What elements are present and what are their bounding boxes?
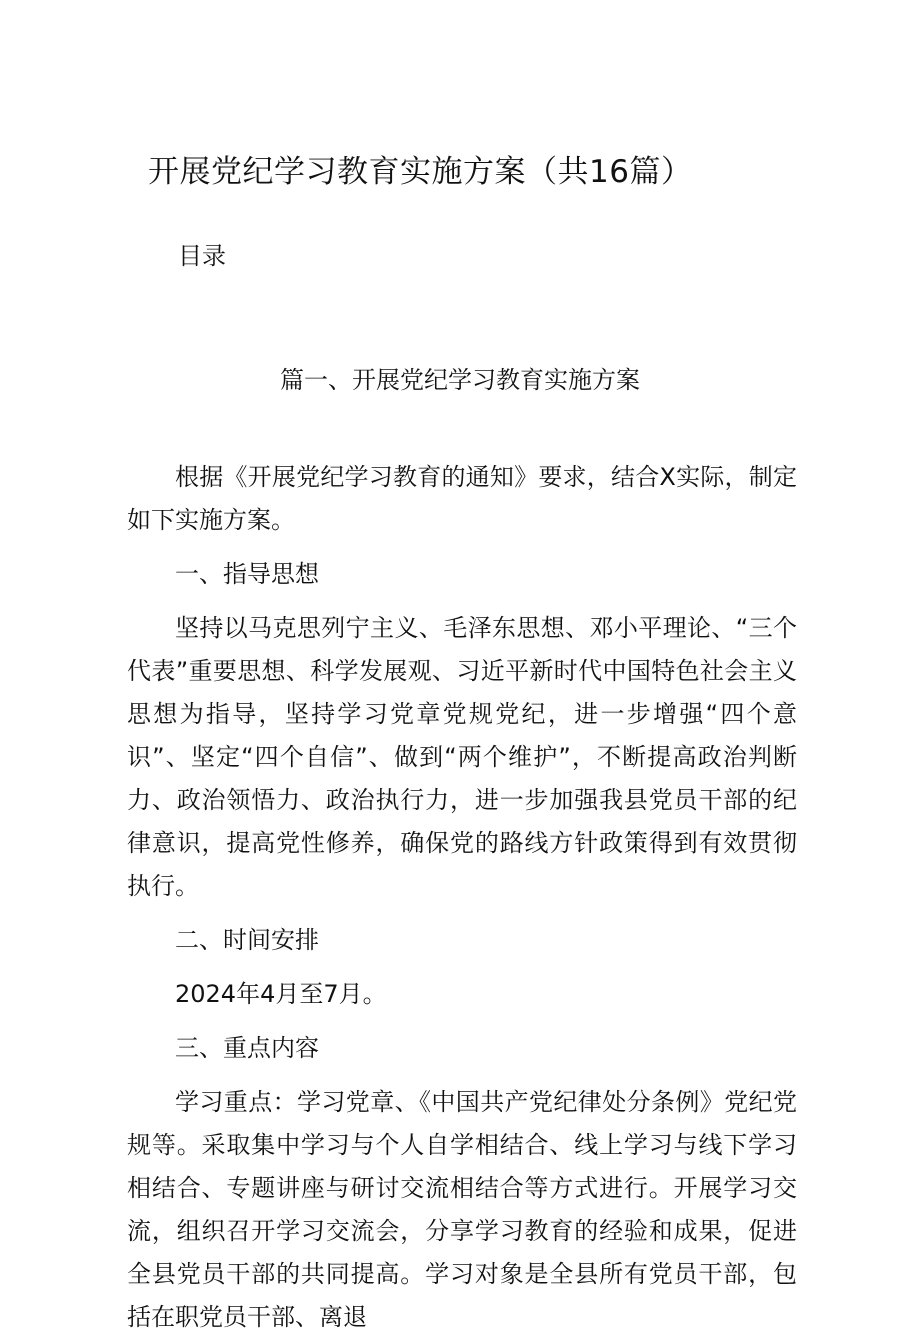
heading-schedule: 二、时间安排 xyxy=(175,926,319,954)
section-title: 篇一、开展党纪学习教育实施方案 xyxy=(280,366,640,394)
document-title: 开展党纪学习教育实施方案（共16篇） xyxy=(148,154,693,190)
paragraph-schedule: 2024年4月至7月。 xyxy=(175,980,387,1008)
toc-heading: 目录 xyxy=(178,242,226,270)
heading-key-content: 三、重点内容 xyxy=(175,1034,319,1062)
document-body xyxy=(127,456,797,1339)
paragraph-key-content: 学习重点：学习党章、《中国共产党纪律处分条例》党纪党规等。采取集中学习与个人自学相结合、线上学习与线下学习相结合、专题讲座与研讨交流相结合等方式进行。开展学习交流，组织召开学习交流会，分享学习教育的经验和成果，促进全县党员干部的共同提高。学习对象是全县所有党员干部，包括在职党员干部、离退 xyxy=(127,1088,797,1331)
heading-guiding-ideology: 一、指导思想 xyxy=(175,560,319,588)
paragraph-intro: 根据《开展党纪学习教育的通知》要求，结合X实际，制定如下实施方案。 xyxy=(127,463,797,534)
paragraph-guiding-ideology: 坚持以马克思列宁主义、毛泽东思想、邓小平理论、“三个代表”重要思想、科学发展观、习近平新时代中国特色社会主义思想为指导，坚持学习党章党规党纪，进一步增强“四个意识”、坚定“四个自信”、做到“两个维护”，不断提高政治判断力、政治领悟力、政治执行力，进一步加强我县党员干部的纪律意识，提高党性修养，确保党的路线方针政策得到有效贯彻执行。 xyxy=(127,614,797,900)
